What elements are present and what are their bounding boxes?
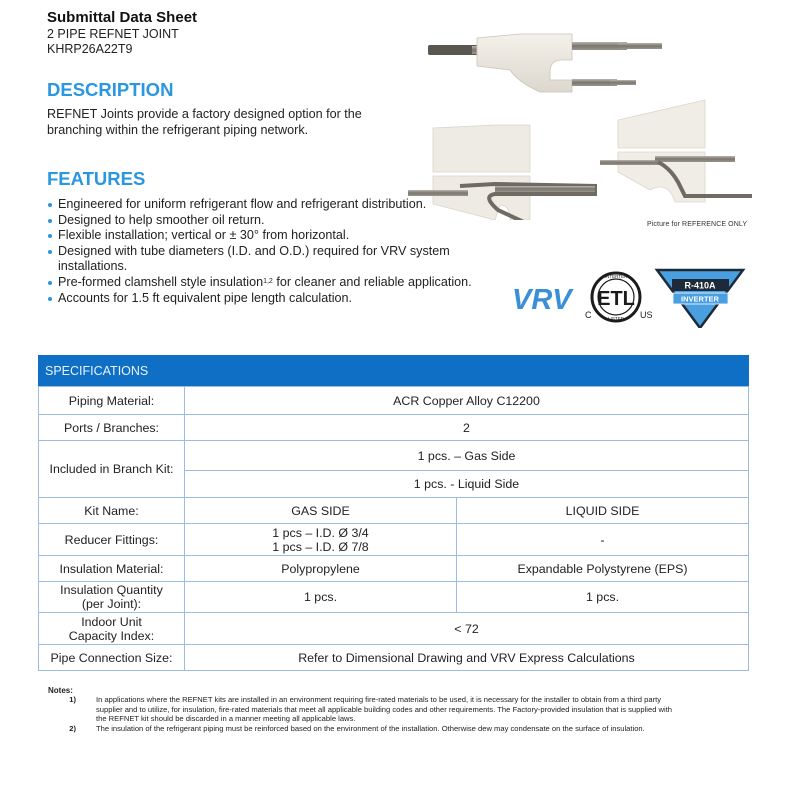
etl-us-mark: US xyxy=(640,310,653,320)
note-text: The insulation of the refrigerant piping must be reinforced based on the environment of the installation. Otherwise dew may condensate on the surface of insulation. xyxy=(96,723,645,733)
spec-row-branch-kit xyxy=(39,440,748,497)
footnote-ref: 1,2 xyxy=(263,277,273,285)
feature-item xyxy=(47,275,507,291)
note-item xyxy=(48,695,748,723)
feature-item xyxy=(47,228,507,244)
reducer-fitting: 1 pcs – I.D. Ø 3/4 xyxy=(272,525,369,540)
spec-row-capacity-index xyxy=(39,612,748,644)
spec-value: Refer to Dimensional Drawing and VRV Express Calculations xyxy=(298,650,635,665)
r410a-inverter-badge xyxy=(657,270,743,328)
spec-label: Ports / Branches: xyxy=(39,415,185,440)
bullet-icon xyxy=(48,219,52,223)
features-heading: FEATURES xyxy=(47,168,146,189)
spec-value-gas: Polypropylene xyxy=(185,556,457,581)
spec-label-line: Capacity Index: xyxy=(68,628,155,643)
etl-listed-logo xyxy=(585,273,653,321)
refnet-joint-open-left xyxy=(408,125,595,220)
vrv-logo-text: VRV xyxy=(512,284,572,316)
spec-label xyxy=(39,613,185,644)
spec-label: Kit Name: xyxy=(39,498,185,523)
description-heading: DESCRIPTION xyxy=(47,79,174,100)
photo-caption: Picture for REFERENCE ONLY xyxy=(647,221,748,228)
spec-label-line: (per Joint): xyxy=(81,597,142,611)
feature-item xyxy=(47,291,507,307)
spec-row-reducer xyxy=(39,523,748,555)
etl-logo-text: ETL xyxy=(597,288,635,310)
spec-label-line: Indoor Unit xyxy=(81,614,142,629)
description-text: REFNET Joints provide a factory designed option for the branching within the refrigerant piping network. xyxy=(47,107,362,137)
bullet-icon xyxy=(48,250,52,254)
vrv-logo xyxy=(512,284,574,316)
etl-c-mark: C xyxy=(585,310,592,320)
spec-row-pipe-connection xyxy=(39,644,748,670)
spec-value-liquid: 1 pcs. xyxy=(585,590,620,604)
certification-logos xyxy=(510,266,760,328)
spec-value: < 72 xyxy=(454,621,479,636)
spec-value-liquid: LIQUID SIDE xyxy=(565,503,640,518)
spec-value-liquid: - xyxy=(600,532,605,547)
note-text: In applications where the REFNET kits are installed in an environment requiring fire-rated materials to be used, it is necessary for the installer to obtain from a third party supplier and to utilize, for insulation, fire-rated materials that meet all applicable building codes and other requirements. The Factory-provided insulation that is supplied with the REFNET kit should be discarded in a manner meeting all applicable laws. xyxy=(96,695,673,724)
refnet-joint-insulated xyxy=(428,34,662,92)
note-number: 1) xyxy=(69,695,76,705)
bullet-icon xyxy=(48,203,52,207)
document-title: Submittal Data Sheet xyxy=(47,9,198,26)
feature-text: Pre-formed clamshell style insulation xyxy=(58,274,264,289)
product-name: 2 PIPE REFNET JOINT xyxy=(47,27,179,41)
spec-row-kit-name xyxy=(39,497,748,523)
feature-text: Flexible installation; vertical or ± 30° from horizontal. xyxy=(58,228,350,243)
inverter-text: INVERTER xyxy=(681,294,719,304)
feature-text: Designed to help smoother oil return. xyxy=(58,212,265,227)
spec-label: Piping Material: xyxy=(39,387,185,414)
spec-label: Insulation Material: xyxy=(39,556,185,581)
feature-text-after: for cleaner and reliable application. xyxy=(272,274,472,289)
spec-row-piping-material xyxy=(39,387,748,414)
spec-value-stack xyxy=(185,441,748,497)
bullet-icon xyxy=(48,234,52,238)
product-photo xyxy=(400,20,800,220)
spec-value: 1 pcs. - Liquid Side xyxy=(185,470,748,497)
specifications-grid xyxy=(38,386,749,671)
spec-value-liquid: Expandable Polystyrene (EPS) xyxy=(517,561,688,576)
spec-label-line: Insulation Quantity xyxy=(60,583,163,597)
spec-row-ports xyxy=(39,414,748,440)
feature-text: Engineered for uniform refrigerant flow and refrigerant distribution. xyxy=(58,197,427,211)
spec-value: 2 xyxy=(463,420,470,435)
spec-label: Reducer Fittings: xyxy=(39,524,185,555)
spec-label: Included in Branch Kit: xyxy=(39,441,185,497)
refnet-joint-open-right xyxy=(600,100,752,202)
bullet-icon xyxy=(48,281,52,285)
spec-row-insulation-qty xyxy=(39,581,748,612)
feature-text: Designed with tube diameters (I.D. and O.D.) required for VRV system installations. xyxy=(58,243,450,274)
feature-item xyxy=(47,244,507,275)
spec-value: 1 pcs. – Gas Side xyxy=(417,448,516,463)
etl-bottom-text: LISTED xyxy=(608,316,624,321)
spec-value-gas: GAS SIDE xyxy=(185,498,457,523)
feature-text: Accounts for 1.5 ft equivalent pipe length calculation. xyxy=(58,290,353,305)
bullet-icon xyxy=(48,297,52,301)
refrigerant-text: R-410A xyxy=(684,280,716,291)
spec-row-insulation-material xyxy=(39,555,748,581)
model-number: KHRP26A22T9 xyxy=(47,42,133,56)
etl-top-text: INTERTEK xyxy=(604,274,628,279)
spec-value-gas xyxy=(185,524,457,555)
specifications-heading: SPECIFICATIONS xyxy=(38,355,749,386)
spec-label xyxy=(39,582,185,612)
spec-label: Pipe Connection Size: xyxy=(39,645,185,670)
notes-section xyxy=(48,686,748,733)
spec-value-gas: 1 pcs. xyxy=(185,582,457,612)
note-number: 2) xyxy=(69,723,76,733)
spec-value: ACR Copper Alloy C12200 xyxy=(393,393,540,408)
notes-heading: Notes: xyxy=(48,686,73,695)
reducer-fitting: 1 pcs – I.D. Ø 7/8 xyxy=(272,539,369,554)
note-item xyxy=(48,724,748,733)
